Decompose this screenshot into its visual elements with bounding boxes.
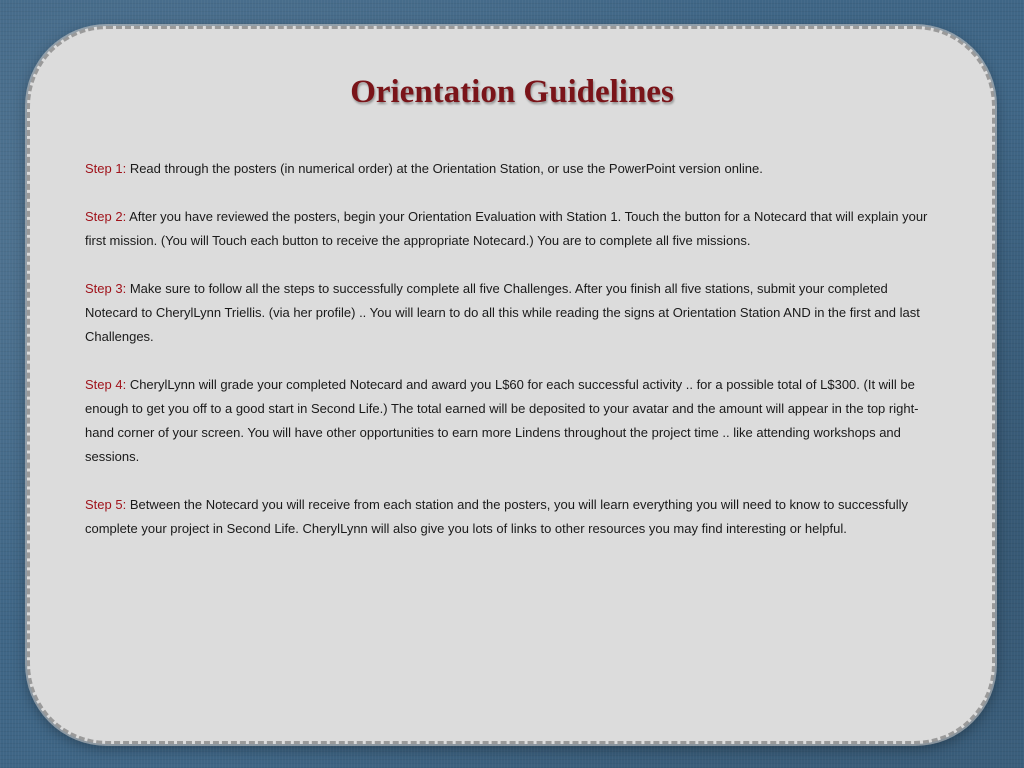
step-text: Make sure to follow all the steps to successfully complete all five Challenges. After you finish all five stations, submit your completed Notecard to CherylLynn Triellis. (via her profile) .. You will learn to do all this while reading the signs at Orientation Station AND in the first and last Challenges. — [85, 281, 920, 344]
step-label: Step 3: — [85, 281, 127, 296]
step-text: After you have reviewed the posters, begin your Orientation Evaluation with Station 1. Touch the button for a Notecard that will explain your first mission. (You will Touch each button to receive the appropriate Notecard.) You are to complete all five missions. — [85, 209, 928, 248]
step-item — [85, 493, 940, 541]
step-item — [85, 205, 940, 253]
steps-list — [85, 157, 940, 565]
step-label: Step 4: — [85, 377, 127, 392]
step-text: CherylLynn will grade your completed Notecard and award you L$60 for each successful activity .. for a possible total of L$300. (It will be enough to get you off to a good start in Second Life.) The total earned will be deposited to your avatar and the amount will appear in the top right-hand corner of your screen. You will have other opportunities to earn more Lindens throughout the project time .. like attending workshops and sessions. — [85, 377, 919, 464]
step-item — [85, 277, 940, 349]
step-item — [85, 373, 940, 469]
step-item — [85, 157, 940, 181]
step-label: Step 5: — [85, 497, 127, 512]
step-text: Between the Notecard you will receive from each station and the posters, you will learn everything you will need to know to successfully complete your project in Second Life. CherylLynn will also give you lots of links to other resources you may find interesting or helpful. — [85, 497, 909, 536]
step-text: Read through the posters (in numerical order) at the Orientation Station, or use the PowerPoint version online. — [126, 161, 763, 176]
slide-title: Orientation Guidelines — [350, 74, 674, 110]
step-label: Step 2: — [85, 209, 127, 224]
step-label: Step 1: — [85, 161, 127, 176]
